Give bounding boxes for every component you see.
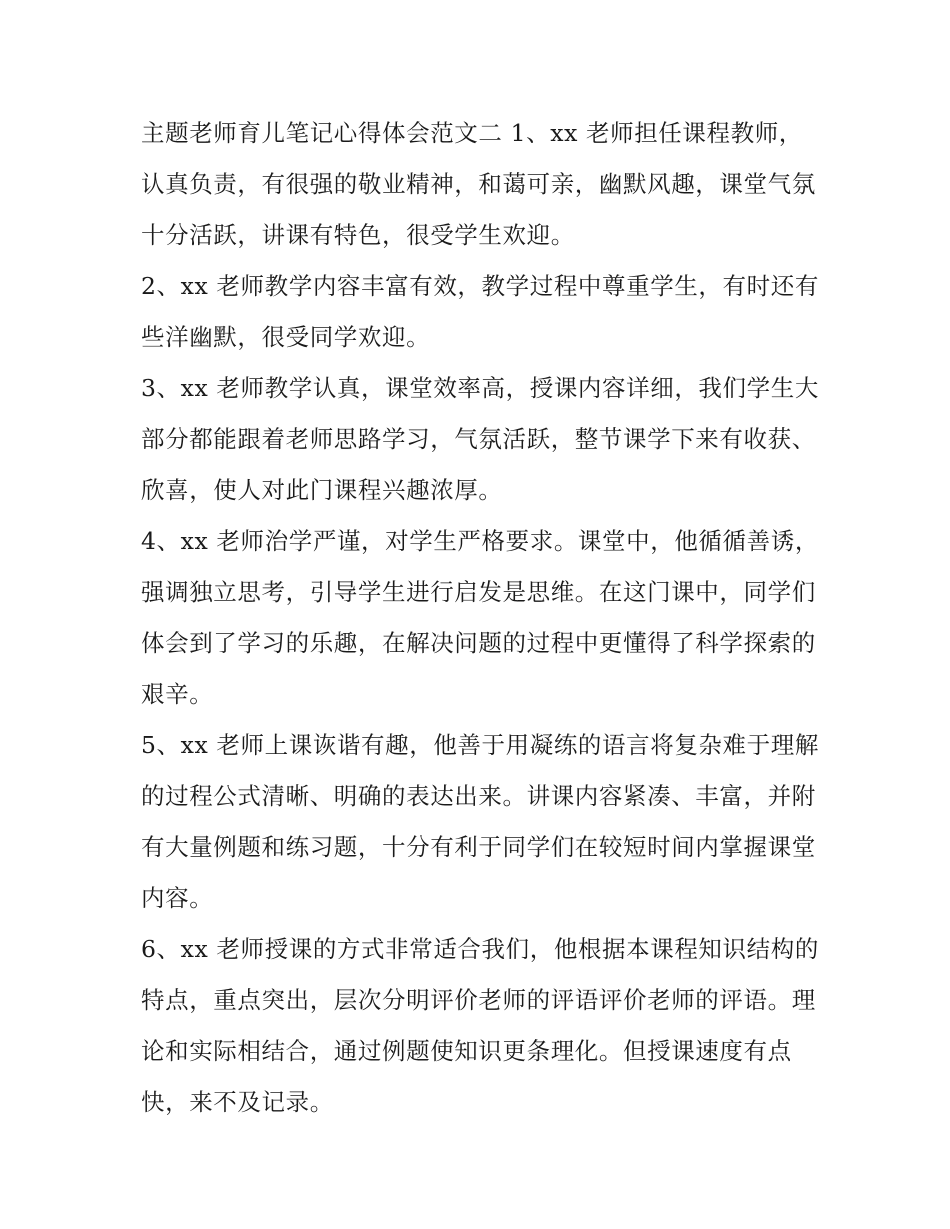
paragraph-3: 3、xx 老师教学认真，课堂效率高，授课内容详细，我们学生大部分都能跟着老师思路学习，气氛活跃，整节课学下来有收获、欣喜，使人对此门课程兴趣浓厚。 — [141, 374, 819, 504]
document-body — [141, 108, 821, 1128]
paragraph-6: 6、xx 老师授课的方式非常适合我们，他根据本课程知识结构的特点，重点突出，层次分明评价老师的评语评价老师的评语。理论和实际相结合，通过例题使知识更条理化。但授课速度有点快，来不及记录。 — [141, 935, 819, 1116]
paragraph-5: 5、xx 老师上课诙谐有趣，他善于用凝练的语言将复杂难于理解的过程公式清晰、明确的表达出来。讲课内容紧凑、丰富，并附有大量例题和练习题，十分有利于同学们在较短时间内掌握课堂内容。 — [141, 731, 819, 912]
paragraph-intro-1: 主题老师育儿笔记心得体会范文二 1、xx 老师担任课程教师，认真负责，有很强的敬业精神，和蔼可亲，幽默风趣，课堂气氛十分活跃，讲课有特色，很受学生欢迎。 — [141, 119, 816, 249]
paragraph-4: 4、xx 老师治学严谨，对学生严格要求。课堂中，他循循善诱，强调独立思考，引导学生进行启发是思维。在这门课中，同学们体会到了学习的乐趣，在解决问题的过程中更懂得了科学探索的艰辛。 — [141, 527, 819, 708]
paragraph-2: 2、xx 老师教学内容丰富有效，教学过程中尊重学生，有时还有些洋幽默，很受同学欢迎。 — [141, 272, 819, 351]
